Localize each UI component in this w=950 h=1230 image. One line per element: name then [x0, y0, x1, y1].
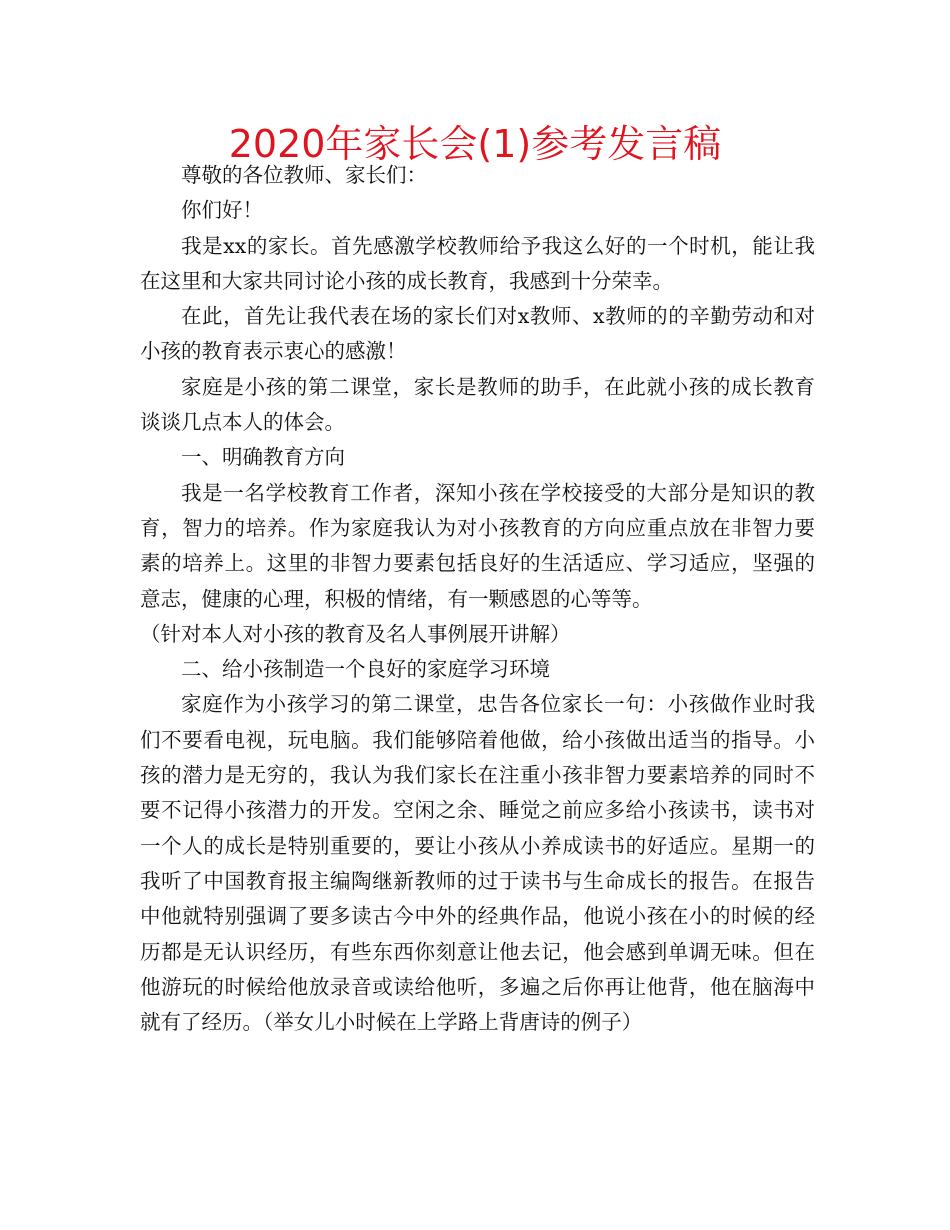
- greeting: 你们好！: [181, 198, 263, 223]
- document-title: 2020年家长会(1)参考发言稿: [228, 122, 722, 166]
- paragraph-thanks: 在此，首先让我代表在场的家长们对x教师、x教师的的辛勤劳动和对小孩的教育表示衷心的感激！: [140, 304, 815, 364]
- section-heading-2: 二、给小孩制造一个良好的家庭学习环境: [181, 657, 550, 682]
- document-body: [140, 158, 815, 1040]
- salutation: 尊敬的各位教师、家长们：: [181, 163, 427, 187]
- paragraph-overview: 家庭是小孩的第二课堂，家长是教师的助手，在此就小孩的成长教育谈谈几点本人的体会。: [140, 374, 815, 435]
- section-heading-1: 一、明确教育方向: [181, 445, 345, 470]
- paragraph-intro: 我是xx的家长。首先感激学校教师给予我这么好的一个时机，能让我在这里和大家共同讨论小孩的成长教育，我感到十分荣幸。: [140, 233, 815, 293]
- paragraph-section-2: 家庭作为小孩学习的第二课堂，忠告各位家长一句：小孩做作业时我们不要看电视，玩电脑。我们能够陪着他做，给小孩做出适当的指导。小孩的潜力是无穷的，我认为我们家长在注重小孩非智力要素培养的同时不要不记得小孩潜力的开发。空闲之余、睡觉之前应多给小孩读书，读书对一个人的成长是特别重要的，要让小孩从小养成读书的好适应。星期一的我听了中国教育报主编陶继新教师的过于读书与生命成长的报告。在报告中他就特别强调了要多读古今中外的经典作品，他说小孩在小的时候的经历都是无认识经历，有些东西你刻意让他去记，他会感到单调无味。但在他游玩的时候给他放录音或读给他听，多遍之后你再让他背，他在脑海中就有了经历。（举女儿小时候在上学路上背唐诗的例子）: [140, 692, 815, 1035]
- paragraph-note: （针对本人对小孩的教育及名人事例展开讲解）: [140, 621, 571, 646]
- paragraph-section-1: 我是一名学校教育工作者，深知小孩在学校接受的大部分是知识的教育，智力的培养。作为家庭我认为对小孩教育的方向应重点放在非智力要素的培养上。这里的非智力要素包括良好的生活适应、学习适应，坚强的意志，健康的心理，积极的情绪，有一颗感恩的心等等。: [140, 480, 815, 611]
